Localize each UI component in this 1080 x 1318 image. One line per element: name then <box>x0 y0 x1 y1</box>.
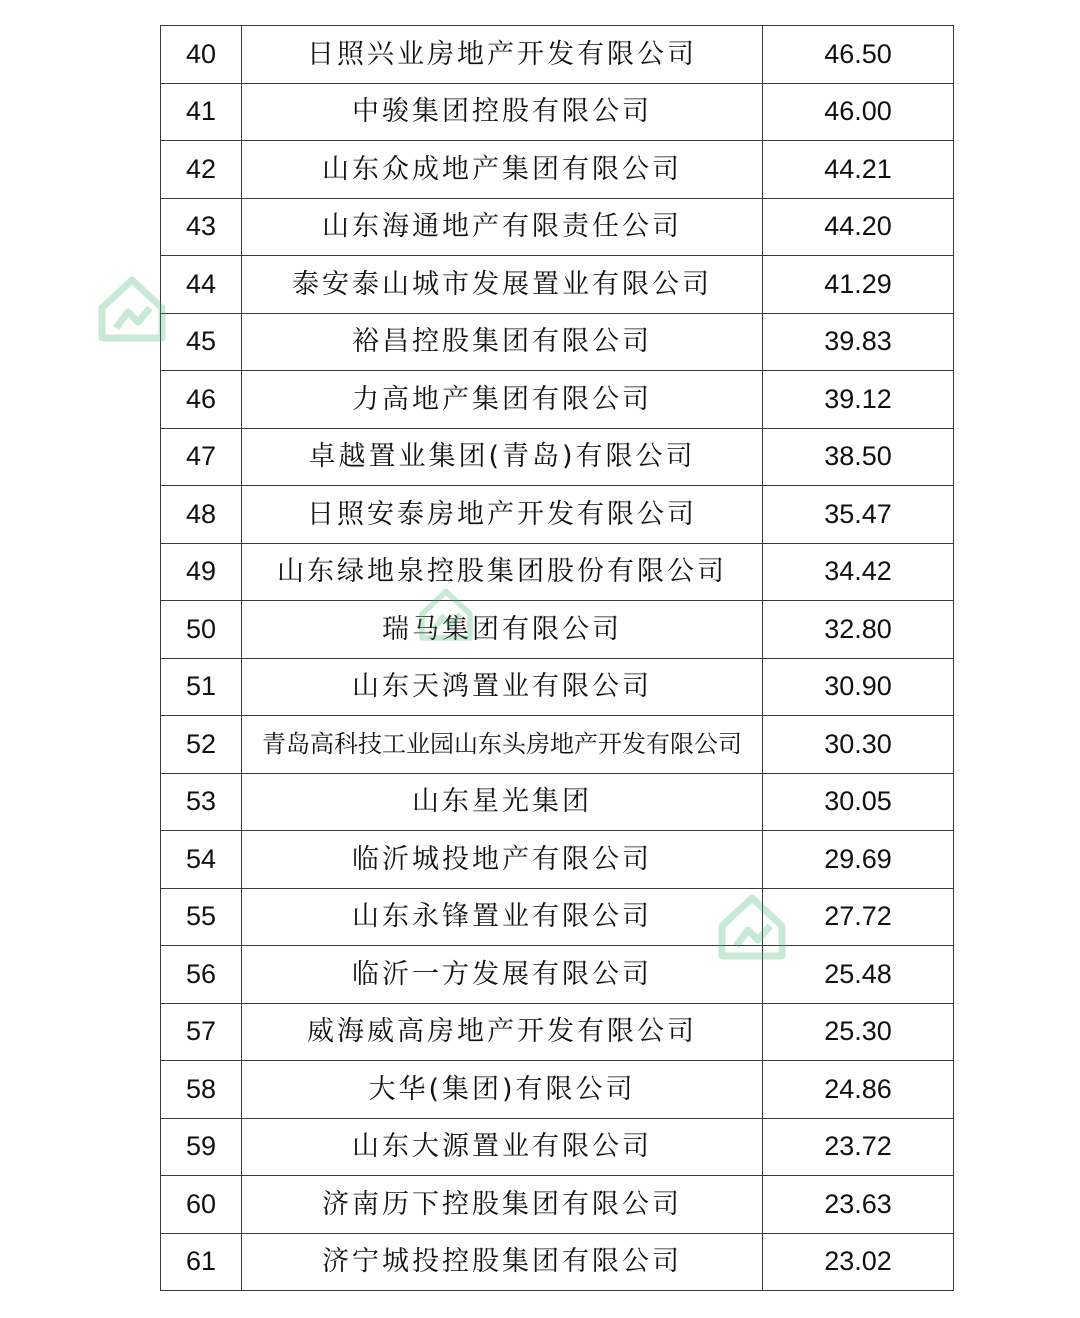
company-name-cell: 裕昌控股集团有限公司 <box>242 313 763 371</box>
company-name-cell: 日照安泰房地产开发有限公司 <box>242 486 763 544</box>
score-cell: 39.83 <box>763 313 954 371</box>
rank-cell: 40 <box>161 26 242 84</box>
company-name-cell: 济宁城投控股集团有限公司 <box>242 1233 763 1291</box>
rank-cell: 55 <box>161 888 242 946</box>
company-name-cell: 中骏集团控股有限公司 <box>242 83 763 141</box>
score-cell: 46.50 <box>763 26 954 84</box>
rank-cell: 45 <box>161 313 242 371</box>
ranking-table-body <box>161 26 954 1291</box>
company-name-cell: 临沂一方发展有限公司 <box>242 946 763 1004</box>
score-cell: 46.00 <box>763 83 954 141</box>
table-row <box>161 601 954 659</box>
rank-cell: 47 <box>161 428 242 486</box>
company-name-cell: 山东星光集团 <box>242 773 763 831</box>
rank-cell: 60 <box>161 1176 242 1234</box>
rank-cell: 52 <box>161 716 242 774</box>
score-cell: 30.30 <box>763 716 954 774</box>
table-row <box>161 1176 954 1234</box>
score-cell: 41.29 <box>763 256 954 314</box>
rank-cell: 41 <box>161 83 242 141</box>
score-cell: 30.90 <box>763 658 954 716</box>
table-row <box>161 371 954 429</box>
company-name-cell: 卓越置业集团(青岛)有限公司 <box>242 428 763 486</box>
table-row <box>161 486 954 544</box>
table-row <box>161 946 954 1004</box>
company-name-cell: 山东永锋置业有限公司 <box>242 888 763 946</box>
score-cell: 23.63 <box>763 1176 954 1234</box>
score-cell: 44.21 <box>763 141 954 199</box>
company-name-cell: 青岛高科技工业园山东头房地产开发有限公司 <box>242 716 763 774</box>
company-name-cell: 泰安泰山城市发展置业有限公司 <box>242 256 763 314</box>
rank-cell: 48 <box>161 486 242 544</box>
table-row <box>161 888 954 946</box>
score-cell: 24.86 <box>763 1061 954 1119</box>
score-cell: 38.50 <box>763 428 954 486</box>
company-name-cell: 山东天鸿置业有限公司 <box>242 658 763 716</box>
score-cell: 44.20 <box>763 198 954 256</box>
table-row <box>161 831 954 889</box>
table-row <box>161 1233 954 1291</box>
score-cell: 35.47 <box>763 486 954 544</box>
rank-cell: 49 <box>161 543 242 601</box>
company-name-cell: 山东海通地产有限责任公司 <box>242 198 763 256</box>
table-row <box>161 428 954 486</box>
rank-cell: 54 <box>161 831 242 889</box>
company-name-cell: 山东绿地泉控股集团股份有限公司 <box>242 543 763 601</box>
table-row <box>161 198 954 256</box>
rank-cell: 50 <box>161 601 242 659</box>
score-cell: 25.30 <box>763 1003 954 1061</box>
rank-cell: 46 <box>161 371 242 429</box>
table-row <box>161 1061 954 1119</box>
score-cell: 25.48 <box>763 946 954 1004</box>
table-row <box>161 26 954 84</box>
rank-cell: 58 <box>161 1061 242 1119</box>
company-name-cell: 力高地产集团有限公司 <box>242 371 763 429</box>
rank-cell: 53 <box>161 773 242 831</box>
company-name-cell: 瑞马集团有限公司 <box>242 601 763 659</box>
rank-cell: 42 <box>161 141 242 199</box>
rank-cell: 44 <box>161 256 242 314</box>
table-row <box>161 83 954 141</box>
score-cell: 30.05 <box>763 773 954 831</box>
rank-cell: 59 <box>161 1118 242 1176</box>
score-cell: 29.69 <box>763 831 954 889</box>
company-name-cell: 山东众成地产集团有限公司 <box>242 141 763 199</box>
ranking-table <box>160 25 954 1291</box>
company-name-cell: 威海威高房地产开发有限公司 <box>242 1003 763 1061</box>
score-cell: 34.42 <box>763 543 954 601</box>
company-name-cell: 大华(集团)有限公司 <box>242 1061 763 1119</box>
table-row <box>161 256 954 314</box>
rank-cell: 61 <box>161 1233 242 1291</box>
table-row <box>161 658 954 716</box>
company-name-cell: 山东大源置业有限公司 <box>242 1118 763 1176</box>
score-cell: 39.12 <box>763 371 954 429</box>
table-row <box>161 141 954 199</box>
table-row <box>161 1118 954 1176</box>
score-cell: 23.72 <box>763 1118 954 1176</box>
rank-cell: 56 <box>161 946 242 1004</box>
rank-cell: 57 <box>161 1003 242 1061</box>
table-row <box>161 716 954 774</box>
table-row <box>161 1003 954 1061</box>
rank-cell: 43 <box>161 198 242 256</box>
company-name-cell: 济南历下控股集团有限公司 <box>242 1176 763 1234</box>
company-name-cell: 日照兴业房地产开发有限公司 <box>242 26 763 84</box>
score-cell: 23.02 <box>763 1233 954 1291</box>
score-cell: 32.80 <box>763 601 954 659</box>
table-row <box>161 773 954 831</box>
score-cell: 27.72 <box>763 888 954 946</box>
rank-cell: 51 <box>161 658 242 716</box>
table-row <box>161 313 954 371</box>
company-name-cell: 临沂城投地产有限公司 <box>242 831 763 889</box>
table-row <box>161 543 954 601</box>
